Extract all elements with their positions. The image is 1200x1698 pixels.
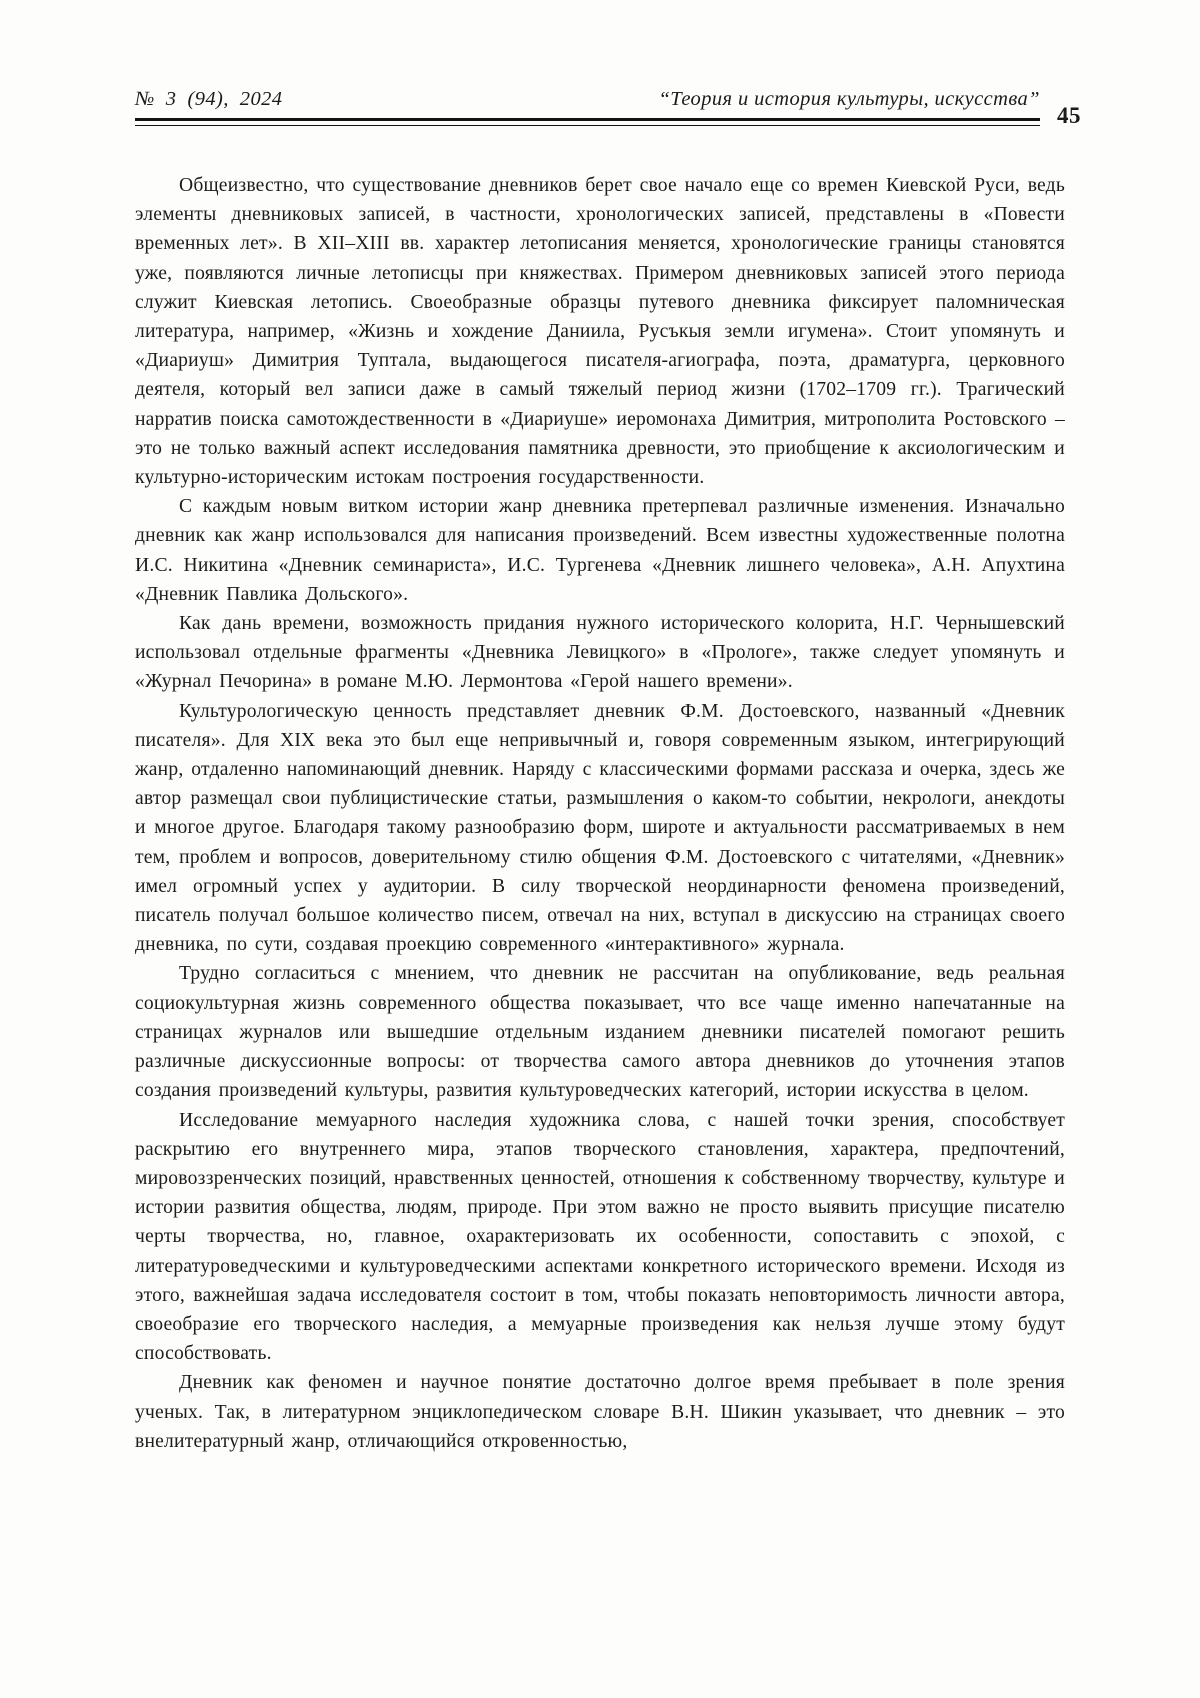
paragraph: Исследование мемуарного наследия художника слова, с нашей точки зрения, способствует раскрытию его внутреннего мира, этапов творческого становления, характера, предпочтений, мировоззренческих позиций, нравственных ценностей, отношения к собственному творчеству, культуре и истории развития общества, людям, природе. При этом важно не просто выявить присущие писателю черты творчества, но, главное, охарактеризовать их особенности, сопоставить с эпохой, с литературоведческими и культуроведческими аспектами конкретного исторического времени. Исходя из этого, важнейшая задача исследователя состоит в том, чтобы показать неповторимость личности автора, своеобразие его творческого наследия, а мемуарные произведения как нельзя лучше этому будут способствовать.: [135, 1109, 1065, 1365]
header-double-rule: [135, 118, 1040, 126]
paragraph: Трудно согласиться с мнением, что дневник не рассчитан на опубликование, ведь реальная социокультурная жизнь современного общества показывает, что все чаще именно напечатанные на страницах журналов или вышедшие отдельным изданием дневники писателей помогают решить различные дискуссионные вопросы: от творчества самого автора дневников до уточнения этапов создания произведений культуры, развития культуроведческих категорий, истории искусства в целом.: [135, 963, 1065, 1102]
page-header: [135, 88, 1083, 127]
journal-title: “Теория и история культуры, искусства”: [658, 88, 1040, 110]
header-text-row: [135, 88, 1040, 111]
paragraph: Культурологическую ценность представляет дневник Ф.М. Достоевского, названный «Дневник писателя». Для XIX века это был еще непривычный и, говоря современным языком, интегрирующий жанр, отдаленно напоминающий дневник. Наряду с классическими формами рассказа и очерка, здесь же автор размещал свои публицистические статьи, размышления о каком-то событии, некрологи, анекдоты и многое другое. Благодаря такому разнообразию форм, широте и актуальности рассматриваемых в нем тем, проблем и вопросов, доверительному стилю общения Ф.М. Достоевского с читателями, «Дневник» имел огромный успех у аудитории. В силу творческой неординарности феномена произведений, писатель получал большое количество писем, отвечал на них, вступал в дискуссию на страницах своего дневника, по сути, создавая проекцию современного «интерактивного» журнала.: [135, 700, 1065, 956]
paragraph: Как дань времени, возможность придания нужного исторического колорита, Н.Г. Чернышевский использовал отдельные фрагменты «Дневника Левицкого» в «Прологе», также следует упомянуть и «Журнал Печорина» в романе М.Ю. Лермонтова «Герой нашего времени».: [135, 613, 1065, 693]
article-body: [135, 171, 1065, 1456]
page-number: 45: [1057, 103, 1081, 128]
paragraph: Общеизвестно, что существование дневников берет свое начало еще со времен Киевской Руси, ведь элементы дневниковых записей, в частности, хронологических записей, представлены в «Повести временных лет». В XII–XIII вв. характер летописания меняется, хронологические границы становятся уже, появляются личные летописцы при княжествах. Примером дневниковых записей этого периода служит Киевская летопись. Своеобразные образцы путевого дневника фиксирует паломническая литература, например, «Жизнь и хождение Даниила, Русъкыя земли игумена». Стоит упомянуть и «Диариуш» Димитрия Туптала, выдающегося писателя-агиографа, поэта, драматурга, церковного деятеля, который вел записи даже в самый тяжелый период жизни (1702–1709 гг.). Трагический нарратив поиска самотождественности в «Диариуше» иеромонаха Димитрия, митрополита Ростовского – это не только важный аспект исследования памятника древности, это приобщение к аксиологическим и культурно-историческим истокам построения государственности.: [135, 175, 1065, 489]
issue-info: № 3 (94), 2024: [135, 88, 283, 110]
paragraph: С каждым новым витком истории жанр дневника претерпевал различные изменения. Изначально дневник как жанр использовался для написания произведений. Всем известны художественные полотна И.С. Никитина «Дневник семинариста», И.С. Тургенева «Дневник лишнего человека», А.Н. Апухтина «Дневник Павлика Дольского».: [135, 496, 1065, 605]
header-rule-row: [135, 103, 1083, 128]
paragraph: Дневник как феномен и научное понятие достаточно долгое время пребывает в поле зрения ученых. Так, в литературном энциклопедическом словаре В.Н. Шикин указывает, что дневник – это внелитературный жанр, отличающийся откровенностью,: [135, 1372, 1065, 1452]
